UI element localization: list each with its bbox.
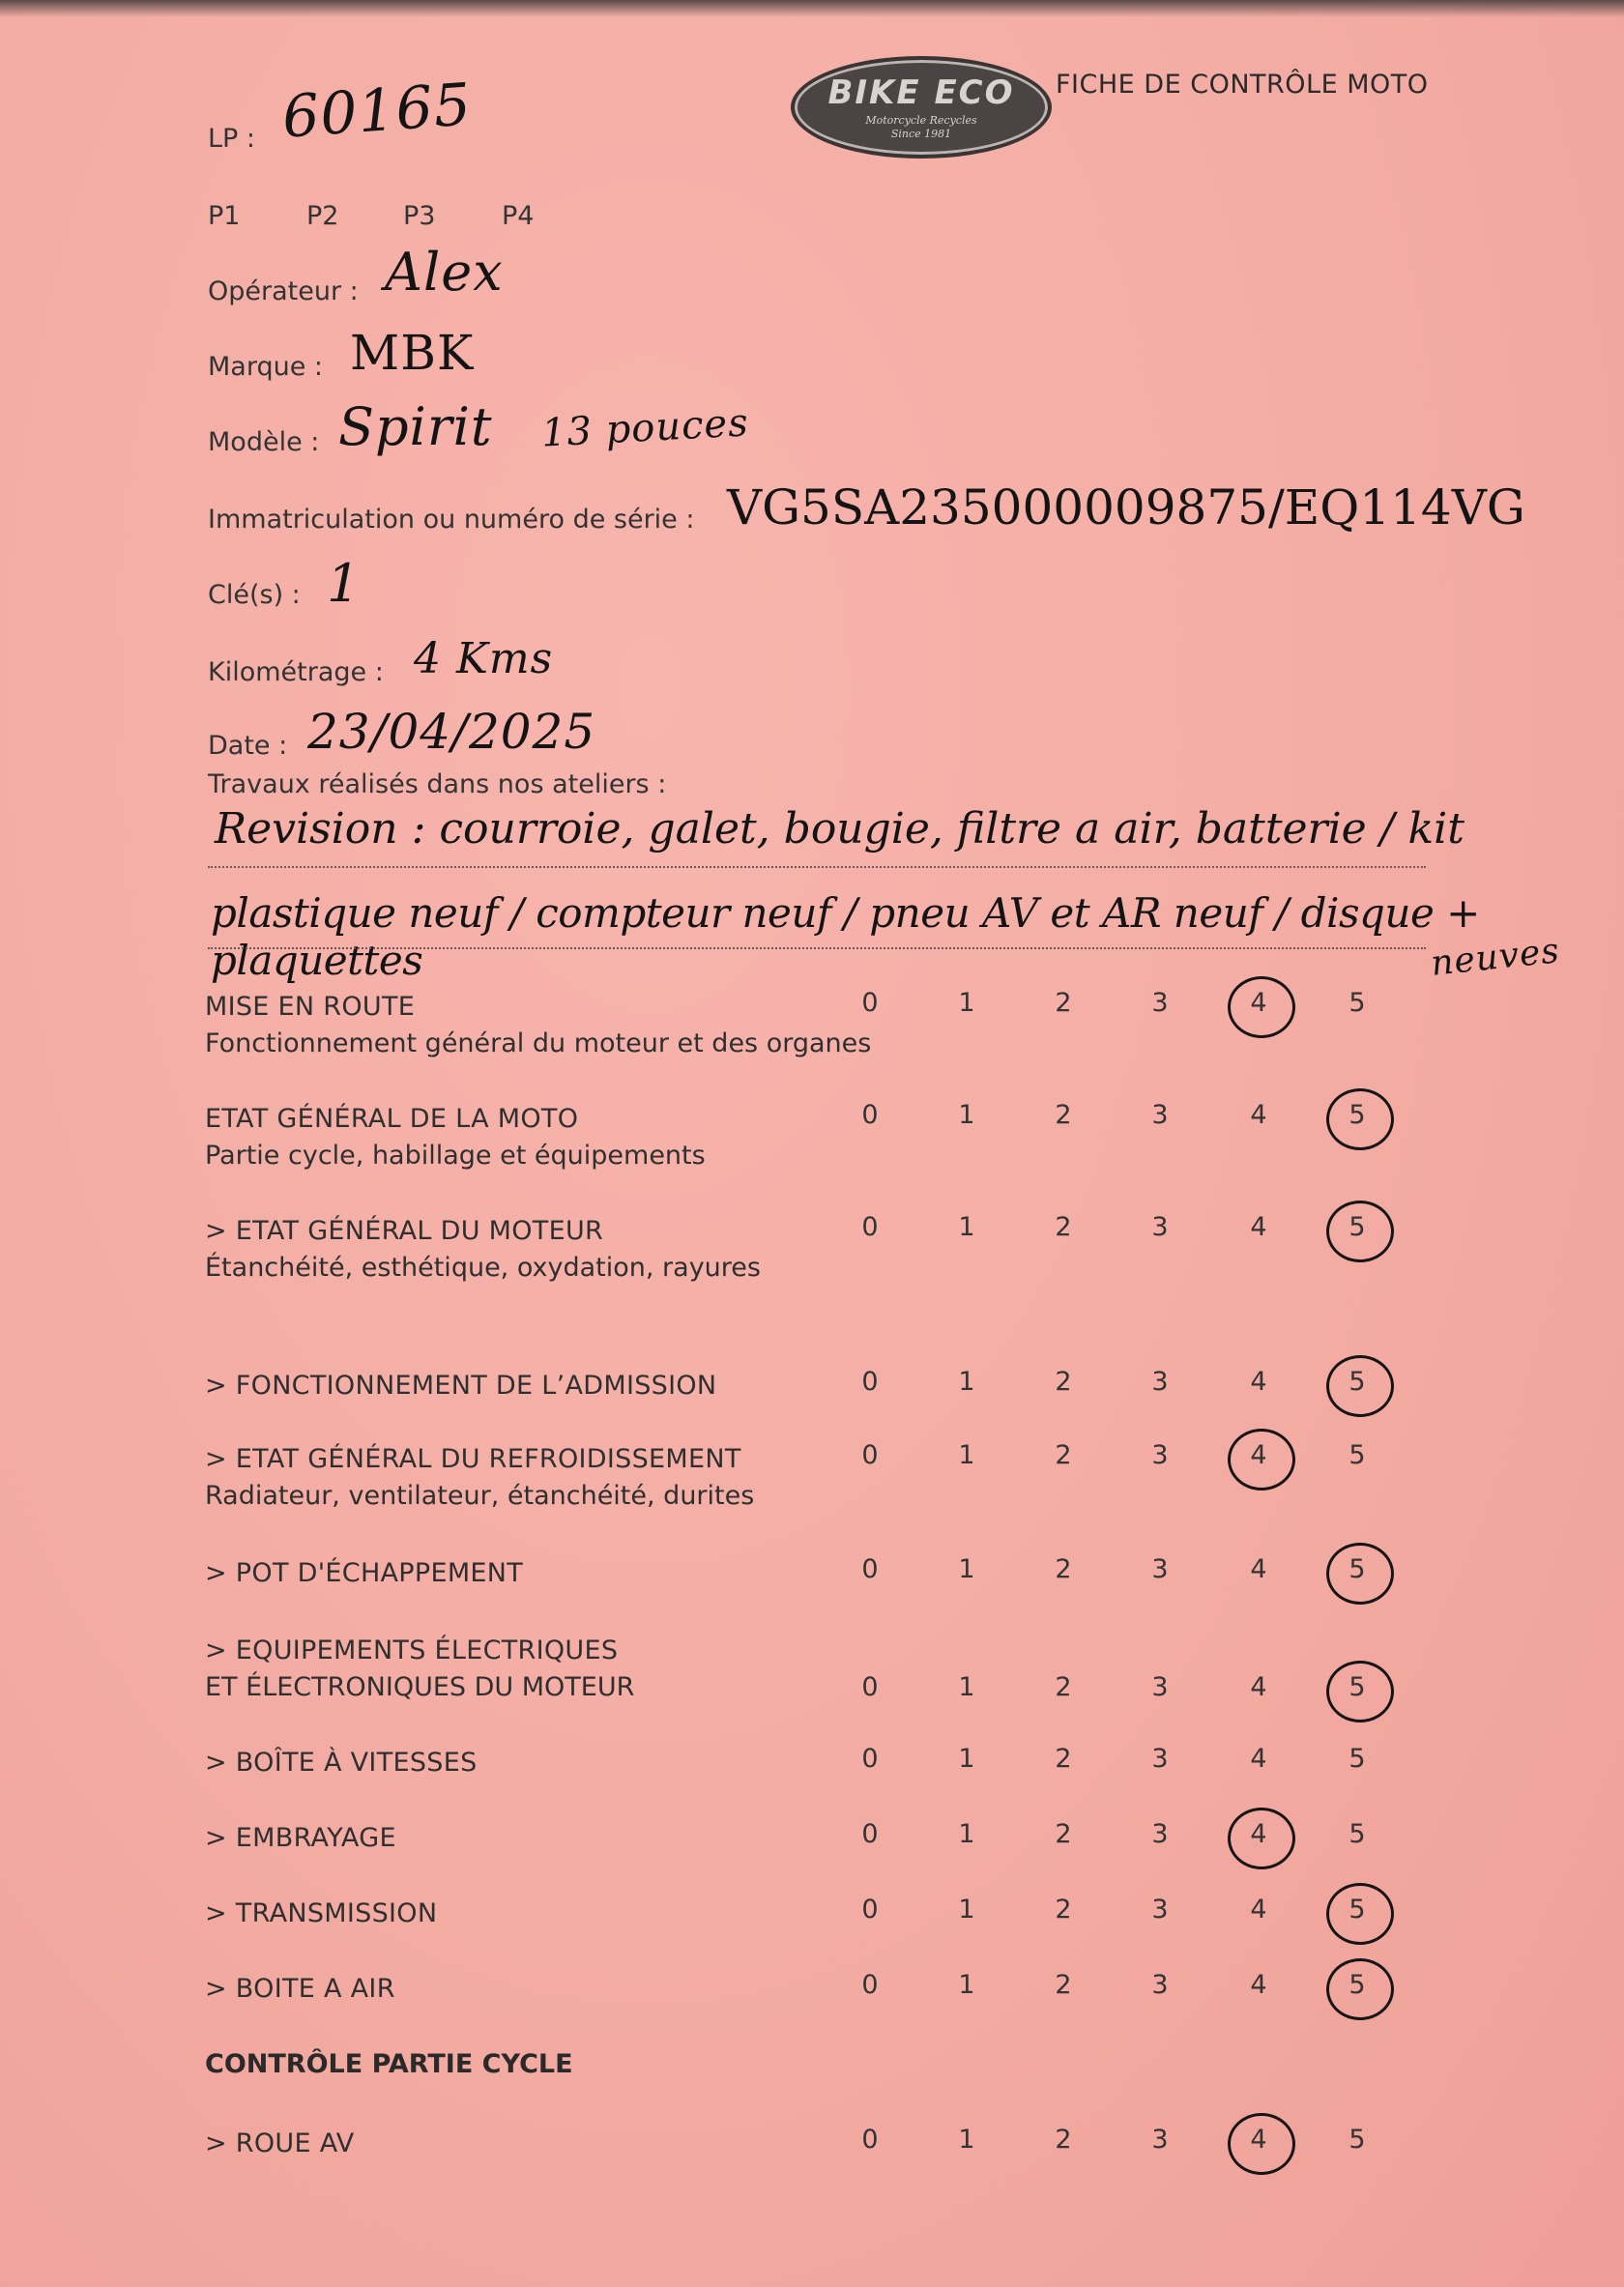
lp-value: 60165 — [279, 71, 475, 152]
score-0[interactable]: 0 — [861, 2125, 879, 2155]
works-line-3: neuves — [1429, 931, 1562, 984]
model-label: Modèle : — [208, 427, 320, 457]
works-label: Travaux réalisés dans nos ateliers : — [208, 769, 667, 799]
score-0[interactable]: 0 — [861, 1100, 879, 1130]
works-line-2: plastique neuf / compteur neuf / pneu AV et AR neuf / disque + plaquettes — [211, 889, 1480, 984]
score-1[interactable]: 1 — [958, 1672, 975, 1702]
score-5[interactable]: 5 — [1348, 1970, 1366, 2000]
rating-title: > EMBRAYAGE — [205, 1823, 396, 1853]
cycle-section-title: CONTRÔLE PARTIE CYCLE — [205, 2049, 573, 2079]
serial-label: Immatriculation ou numéro de série : — [208, 505, 695, 535]
brand-value: MBK — [350, 325, 475, 381]
selected-score-circle — [1326, 1355, 1394, 1417]
score-5[interactable]: 5 — [1348, 2125, 1366, 2155]
score-3[interactable]: 3 — [1151, 1895, 1169, 1925]
score-5[interactable]: 5 — [1348, 1744, 1366, 1774]
score-3[interactable]: 3 — [1151, 1440, 1169, 1470]
score-3[interactable]: 3 — [1151, 1554, 1169, 1584]
score-5[interactable]: 5 — [1348, 1212, 1366, 1242]
score-2[interactable]: 2 — [1055, 1819, 1072, 1849]
score-0[interactable]: 0 — [861, 1440, 879, 1470]
score-3[interactable]: 3 — [1151, 1212, 1169, 1242]
date-value: 23/04/2025 — [307, 704, 596, 760]
rating-title: > EQUIPEMENTS ÉLECTRIQUES — [205, 1636, 619, 1665]
selected-score-circle — [1326, 1661, 1394, 1722]
score-3[interactable]: 3 — [1151, 1672, 1169, 1702]
rating-title: ETAT GÉNÉRAL DE LA MOTO — [205, 1104, 579, 1134]
score-1[interactable]: 1 — [958, 988, 975, 1018]
serial-value: VG5SA235000009875/EQ114VG — [727, 479, 1525, 536]
score-1[interactable]: 1 — [958, 1970, 975, 2000]
score-4[interactable]: 4 — [1250, 1672, 1267, 1702]
rating-title: MISE EN ROUTE — [205, 992, 416, 1022]
score-4[interactable]: 4 — [1250, 1744, 1267, 1774]
score-1[interactable]: 1 — [958, 1895, 975, 1925]
score-1[interactable]: 1 — [958, 1440, 975, 1470]
score-4[interactable]: 4 — [1250, 1819, 1267, 1849]
score-2[interactable]: 2 — [1055, 1367, 1072, 1397]
score-3[interactable]: 3 — [1151, 1100, 1169, 1130]
score-5[interactable]: 5 — [1348, 988, 1366, 1018]
logo-tagline-1: Motorcycle Recycles — [865, 114, 977, 127]
selected-score-circle — [1326, 1543, 1394, 1605]
score-2[interactable]: 2 — [1055, 1744, 1072, 1774]
selected-score-circle — [1326, 1088, 1394, 1150]
operator-value: Alex — [385, 242, 504, 303]
score-1[interactable]: 1 — [958, 1819, 975, 1849]
score-5[interactable]: 5 — [1348, 1554, 1366, 1584]
score-1[interactable]: 1 — [958, 1554, 975, 1584]
logo-tagline — [795, 114, 1048, 141]
score-2[interactable]: 2 — [1055, 988, 1072, 1018]
selected-score-circle — [1228, 2113, 1295, 2175]
mileage-value: 4 Kms — [414, 634, 554, 683]
score-3[interactable]: 3 — [1151, 1819, 1169, 1849]
operator-label: Opérateur : — [208, 276, 359, 306]
logo-name: BIKE ECO — [827, 73, 1015, 112]
score-1[interactable]: 1 — [958, 2125, 975, 2155]
score-1[interactable]: 1 — [958, 1367, 975, 1397]
score-4[interactable]: 4 — [1250, 2125, 1267, 2155]
score-1[interactable]: 1 — [958, 1100, 975, 1130]
score-0[interactable]: 0 — [861, 1970, 879, 2000]
selected-score-circle — [1228, 1429, 1295, 1491]
score-4[interactable]: 4 — [1250, 1212, 1267, 1242]
score-0[interactable]: 0 — [861, 1895, 879, 1925]
score-2[interactable]: 2 — [1055, 1970, 1072, 2000]
selected-score-circle — [1326, 1201, 1394, 1262]
rating-title: > TRANSMISSION — [205, 1898, 438, 1928]
score-0[interactable]: 0 — [861, 1554, 879, 1584]
score-4[interactable]: 4 — [1250, 1970, 1267, 2000]
score-0[interactable]: 0 — [861, 1744, 879, 1774]
score-3[interactable]: 3 — [1151, 2125, 1169, 2155]
rating-subtitle: Fonctionnement général du moteur et des organes — [205, 1028, 872, 1058]
selected-score-circle — [1228, 976, 1295, 1038]
score-2[interactable]: 2 — [1055, 1440, 1072, 1470]
date-label: Date : — [208, 731, 288, 761]
score-5[interactable]: 5 — [1348, 1672, 1366, 1702]
position-p3: P3 — [403, 201, 436, 231]
scan-edge — [0, 0, 1624, 17]
position-p1: P1 — [208, 201, 241, 231]
score-4[interactable]: 4 — [1250, 1895, 1267, 1925]
rating-title: > ETAT GÉNÉRAL DU MOTEUR — [205, 1216, 604, 1246]
score-5[interactable]: 5 — [1348, 1100, 1366, 1130]
score-4[interactable]: 4 — [1250, 1554, 1267, 1584]
bike-eco-logo — [791, 56, 1052, 159]
score-1[interactable]: 1 — [958, 1212, 975, 1242]
score-3[interactable]: 3 — [1151, 988, 1169, 1018]
logo-tagline-2: Since 1981 — [890, 128, 952, 140]
keys-value: 1 — [327, 553, 362, 614]
score-2[interactable]: 2 — [1055, 1672, 1072, 1702]
position-p4: P4 — [502, 201, 535, 231]
selected-score-circle — [1326, 1883, 1394, 1945]
score-2[interactable]: 2 — [1055, 1895, 1072, 1925]
rating-title: > POT D'ÉCHAPPEMENT — [205, 1558, 524, 1588]
rating-title: > FONCTIONNEMENT DE L’ADMISSION — [205, 1371, 717, 1401]
rating-subtitle: Radiateur, ventilateur, étanchéité, durites — [205, 1481, 755, 1511]
score-4[interactable]: 4 — [1250, 988, 1267, 1018]
score-5[interactable]: 5 — [1348, 1895, 1366, 1925]
model-extra: 13 pouces — [539, 400, 750, 456]
score-2[interactable]: 2 — [1055, 1100, 1072, 1130]
selected-score-circle — [1228, 1808, 1295, 1869]
score-4[interactable]: 4 — [1250, 1367, 1267, 1397]
lp-label: LP : — [208, 124, 256, 154]
score-0[interactable]: 0 — [861, 1819, 879, 1849]
rating-title: > BOÎTE À VITESSES — [205, 1748, 478, 1778]
score-5[interactable]: 5 — [1348, 1819, 1366, 1849]
works-line-1: Revision : courroie, galet, bougie, filtre a air, batterie / kit — [215, 804, 1464, 854]
rating-title: > ETAT GÉNÉRAL DU REFROIDISSEMENT — [205, 1444, 741, 1474]
score-0[interactable]: 0 — [861, 1212, 879, 1242]
keys-label: Clé(s) : — [208, 580, 301, 610]
rating-title: > ROUE AV — [205, 2128, 355, 2158]
score-5[interactable]: 5 — [1348, 1440, 1366, 1470]
score-2[interactable]: 2 — [1055, 1554, 1072, 1584]
rating-title: > BOITE A AIR — [205, 1974, 395, 2004]
selected-score-circle — [1326, 1958, 1394, 2020]
score-5[interactable]: 5 — [1348, 1367, 1366, 1397]
rating-subtitle: ET ÉLECTRONIQUES DU MOTEUR — [205, 1672, 635, 1702]
brand-label: Marque : — [208, 352, 324, 382]
score-4[interactable]: 4 — [1250, 1100, 1267, 1130]
works-dotted-line-2 — [208, 947, 1426, 949]
rating-subtitle: Étanchéité, esthétique, oxydation, rayures — [205, 1253, 761, 1283]
score-4[interactable]: 4 — [1250, 1440, 1267, 1470]
score-1[interactable]: 1 — [958, 1744, 975, 1774]
position-p2: P2 — [306, 201, 339, 231]
score-0[interactable]: 0 — [861, 1367, 879, 1397]
model-value: Spirit — [338, 396, 493, 457]
score-3[interactable]: 3 — [1151, 1970, 1169, 2000]
works-dotted-line-1 — [208, 866, 1426, 868]
score-2[interactable]: 2 — [1055, 1212, 1072, 1242]
score-3[interactable]: 3 — [1151, 1744, 1169, 1774]
score-3[interactable]: 3 — [1151, 1367, 1169, 1397]
score-0[interactable]: 0 — [861, 988, 879, 1018]
form-title: FICHE DE CONTRÔLE MOTO — [1056, 70, 1429, 100]
mileage-label: Kilométrage : — [208, 657, 384, 687]
rating-subtitle: Partie cycle, habillage et équipements — [205, 1141, 706, 1171]
score-2[interactable]: 2 — [1055, 2125, 1072, 2155]
score-0[interactable]: 0 — [861, 1672, 879, 1702]
